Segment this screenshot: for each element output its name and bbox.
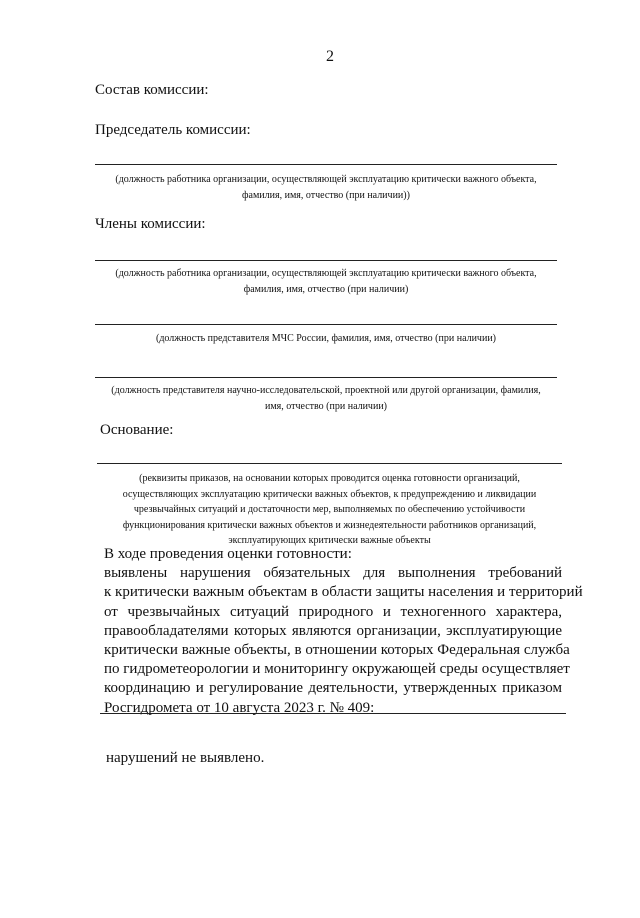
caption-line: (должность представителя научно-исследовательской, проектной или другой организации, фамилия, xyxy=(111,385,541,396)
caption-line: осуществляющих эксплуатацию критически важных объектов, к предупреждению и ликвидации xyxy=(122,488,537,500)
caption-line: эксплуатирующих критически важные объекты xyxy=(228,535,431,546)
assessment-last-line: Росгидромета от 10 августа 2023 г. № 409: xyxy=(104,699,375,716)
member3-caption xyxy=(95,383,557,415)
page-number: 2 xyxy=(326,48,334,65)
caption-line: (должность работника организации, осуществляющей эксплуатацию критически важного объекта, xyxy=(115,174,537,185)
caption-line: (реквизиты приказов, на основании которых проводится оценка готовности организаций, xyxy=(139,473,520,484)
member3-signature-line xyxy=(95,377,557,378)
assessment-paragraph xyxy=(104,545,583,718)
assessment-line: правообладателями которых являются организации, эксплуатирующие xyxy=(104,622,562,639)
member2-caption xyxy=(95,331,557,347)
commission-heading: Состав комиссии: xyxy=(95,82,209,98)
caption-line: фамилия, имя, отчество (при наличии) xyxy=(243,284,409,295)
chairman-signature-line xyxy=(95,164,557,165)
caption-line: (должность работника организации, осуществляющей эксплуатацию критически важного объекта, xyxy=(115,268,537,279)
basis-caption xyxy=(97,471,562,549)
chairman-heading: Председатель комиссии: xyxy=(95,122,251,138)
members-heading: Члены комиссии: xyxy=(95,216,206,232)
caption-line: чрезвычайных ситуаций и достаточности мер, выполняемых по обеспечению устойчивости xyxy=(133,504,526,515)
assessment-line: по гидрометеорологии и мониторингу окружающей среды осуществляет xyxy=(104,661,570,678)
member1-signature-line xyxy=(95,260,557,261)
member1-caption xyxy=(95,266,557,298)
caption-line: имя, отчество (при наличии) xyxy=(264,401,387,412)
caption-line: фамилия, имя, отчество (при наличии)) xyxy=(242,190,410,201)
caption-line: (должность представителя МЧС России, фамилия, имя, отчество (при наличии) xyxy=(156,333,496,344)
assessment-line: от чрезвычайных ситуаций природного и техногенного характера, xyxy=(104,603,562,620)
chairman-caption xyxy=(95,172,557,204)
basis-line xyxy=(97,463,562,464)
assessment-line: координацию и регулирование деятельности, утвержденных приказом xyxy=(104,680,562,697)
assessment-heading: В ходе проведения оценки готовности: xyxy=(104,546,352,562)
assessment-line: выявлены нарушения обязательных для выполнения требований xyxy=(104,565,562,582)
member2-signature-line xyxy=(95,324,557,325)
basis-heading: Основание: xyxy=(100,422,174,438)
closing-text: нарушений не выявлено. xyxy=(106,750,265,766)
assessment-line: критически важные объекты, в отношении которых Федеральная служба xyxy=(104,642,570,659)
violations-line xyxy=(100,713,566,714)
assessment-line: к критически важным объектам в области защиты населения и территорий xyxy=(104,584,583,601)
caption-line: функционирования критически важных объектов и жизнедеятельности работников организаций, xyxy=(122,519,537,531)
